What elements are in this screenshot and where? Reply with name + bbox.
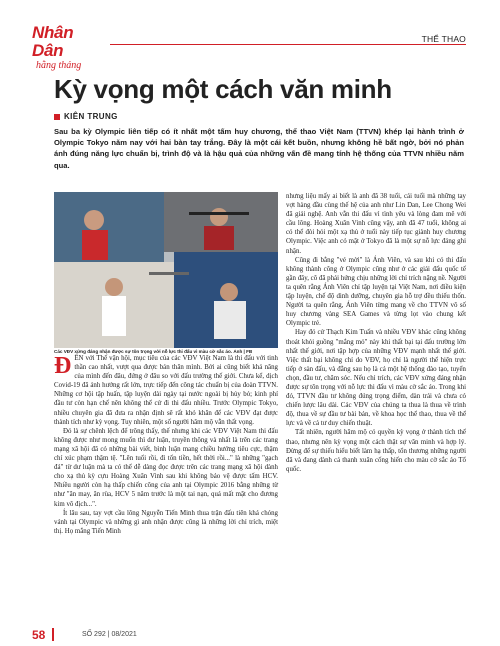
paragraph: Cũng đi bằng "vé mời" là Ánh Viên, và sau khi có thi đấu không thành công ở Olympic cũng như ở các giải đấu quốc tế gần đây, cô đã phải hứng chịu những lời chỉ trích nặng nề. Người ta quên rằng Ánh Viên chỉ tập luyện tại Việt Nam, nơi điều kiện tập luyện, chế độ dinh dưỡng, chuyên gia hỗ trợ đều thiếu thốn. Người ta quên rằng, Ánh Viên từng mang về cho TTVN vô số huy chương vàng SEA Games và từng lọt vào chung kết Olympic trẻ.	[286, 256, 466, 328]
paragraph: ĐẾN với Thế vận hội, mục tiêu của các VĐV Việt Nam là thi đấu với tinh thần cao nhất, vượt qua được bản thân mình. Bởi ai cũng biết khả năng của mình đến đâu, đứng ở đâu so với đấu trường thế giới. Chưa kể, dịch Covid-19 đã ảnh hưởng rất lớn, trực tiếp đến công tác chuẩn bị của đoàn TTVN. Những cơ hội tập huấn, tập luyện dài ngày tại nước ngoài bị hủy bỏ; kinh phí đầu tư còn hạn chế nên không thể cử đi thi đấu nhiều. Trước Olympic Tokyo, nhiều chuyên gia đã đưa ra nhận định sẽ rất khó khăn để các VĐV đạt được thành tích như kỳ vọng. Tuy nhiên, một số người hâm mộ vẫn thất vọng.	[54, 353, 278, 426]
footer-divider	[52, 628, 54, 641]
article-column-2	[286, 192, 466, 474]
masthead-rule	[110, 44, 466, 45]
issue-label: SỐ 292 | 08/2021	[82, 631, 137, 638]
photo-caption-text: Các VĐV xứng đáng nhận được sự tôn trọng với nỗ lực thi đấu vì màu cờ sắc áo.	[54, 349, 233, 354]
logo-subtitle: hằng tháng	[36, 60, 82, 71]
author-name: KIÊN TRUNG	[64, 112, 118, 121]
page-number: 58	[32, 628, 46, 642]
article-author	[54, 112, 118, 121]
paragraph: nhưng liệu mấy ai biết là anh đã 38 tuổi, cái tuổi mà những tay vợt hàng đầu cùng thế hệ của anh như Lin Dan, Lee Chong Wei đã giải nghệ. Anh vẫn thi đấu vì tình yêu và lòng đam mê với cầu lông. Hoàng Xuân Vinh cũng vậy, anh đã 47 tuổi, không ai có thể đòi hỏi một xạ thủ ở tuổi này tiếp tục giành huy chương Olympic. Việc anh có mặt ở Tokyo đã là một sự nỗ lực đáng ghi nhận.	[286, 193, 466, 255]
section-label: THỂ THAO	[421, 34, 466, 44]
author-marker-icon	[54, 114, 60, 120]
paragraph: Ít lâu sau, tay vợt cầu lông Nguyễn Tiến Minh thua trận đấu tiên khá chóng vánh tại Olympic và những gì anh nhận được cũng là những lời chỉ trích, miệt thị. Họ mắng Tiến Minh	[54, 509, 278, 535]
paragraph: Hay đó cử Thạch Kim Tuấn và nhiều VĐV khác cũng không thoát khỏi guồng "mắng mỏ" này khi thất bại tại đấu trường lớn nhất thế giới, nơi tập hợp của những VĐV mạnh nhất thế giới. Việc thất bại không chỉ do VĐV, họ chỉ là người thể hiện trực tiếp ở sàn đấu, và đằng sau họ là cả một hệ thống đào tạo, tuyển chọn, đầu tư, chăm sóc. Nếu chỉ trích, các VĐV xứng đáng nhận được sự tôn trọng với nỗ lực thi đấu vì màu cờ sắc áo. Trong khi đó, TTVN đầu tư không đúng trọng điểm, dàn trải và chưa có chiến lược lâu dài. Các VĐV của chúng ta thua là thua về trình độ, thua về sự đầu tư bài bản, về khoa học thể thao, thua về thể lực và về cả tư duy chiến thuật.	[286, 329, 466, 428]
article-photo	[54, 192, 278, 348]
athletes-collage-image	[54, 192, 278, 348]
photo-credit: Ảnh | FB	[233, 349, 253, 354]
paragraph: Đó là sự chênh lệch để trông thấy, thế nhưng khi các VĐV Việt Nam thi đấu không được như mong muốn thì dư luận, truyền thông và nhất là trên các trang mạng xã hội đã có những bài viết, bình luận mang chiều hướng tiêu cực, thậm chí xúc phạm thậm tệ. "Lên tuổi rồi, đi tốn tiền, hết thời rồi..." là những "gạch đá" từ dư luận mà ta có thể dễ dàng đọc được trên các trang mạng xã hội dành cho xạ thủ kỳ cựu Hoàng Xuân Vinh sau khi không bảo vệ được tấm HCV. Nhiều người còn hạ thấp chiến công của anh tại Olympic 2016 bằng những từ như "ăn may, ăn rùa, HCV 5 năm trước là một tai nạn, quá mất mặt cho đương kim vô địch...".	[54, 427, 278, 508]
logo-name: Nhân Dân	[32, 23, 74, 60]
drop-cap: Đ	[54, 353, 72, 379]
paragraph: Tất nhiên, người hâm mộ có quyền kỳ vọng ở thành tích thể thao, nhưng nên kỳ vọng một cách thật sự văn minh và hợp lý. Đừng để sự thiếu hiểu biết làm hạ thấp, tổn thương những người đã và đang dành cả thanh xuân cống hiến cho màu cờ sắc áo Tổ quốc.	[286, 429, 466, 473]
article-lead: Sau ba kỳ Olympic liên tiếp có ít nhất một tấm huy chương, thể thao Việt Nam (TTVN) khép lại hành trình ở Olympic Tokyo năm nay với hai bàn tay trắng. Đây là một cái kết buồn, nhưng không hề bất ngờ, bởi nó phản ánh đúng năng lực chuẩn bị, trình độ và là hậu quả của những vấn đề mang tính hệ thống của TTVN nhiều năm qua.	[54, 127, 464, 170]
article-column-1	[54, 354, 278, 536]
article-headline: Kỳ vọng một cách văn minh	[54, 74, 392, 104]
newspaper-logo	[32, 23, 108, 71]
